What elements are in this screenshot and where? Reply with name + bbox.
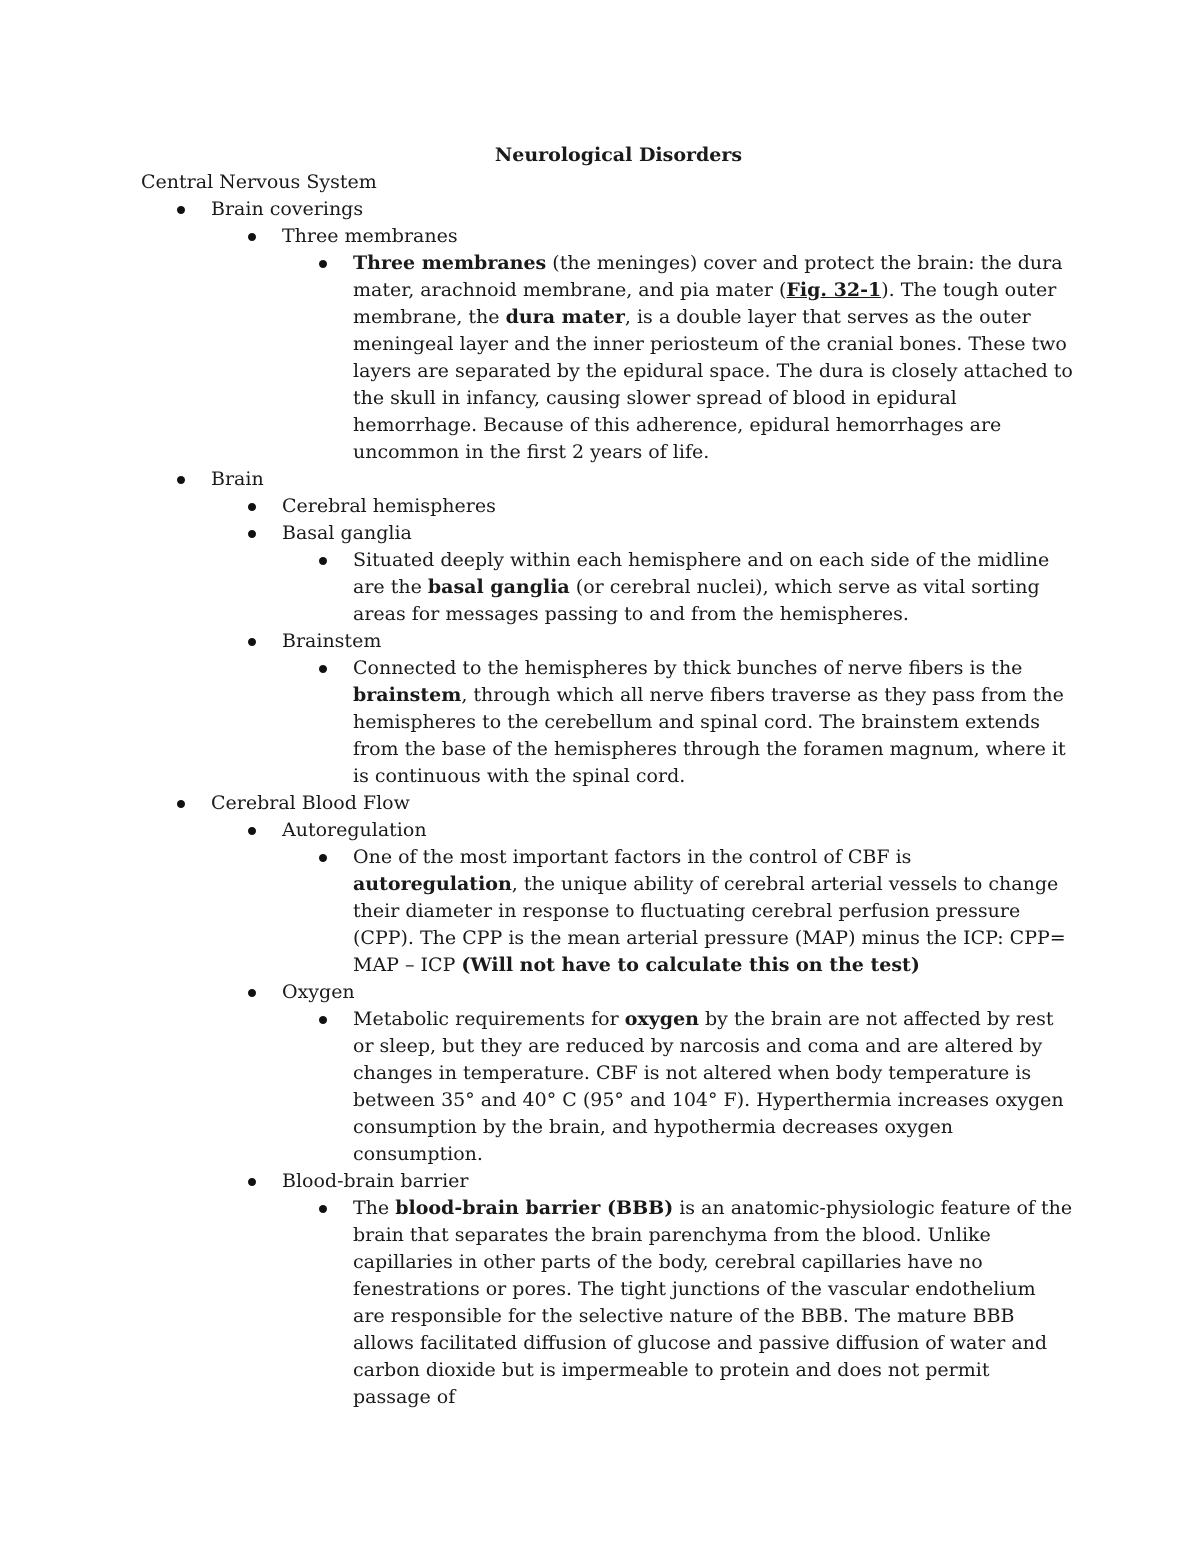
text-run: , is a double layer that serves as the outer meningeal layer and the inner periosteum of the cranial bones. These two layers are separated by the epidural space. The dura is closely attached to the skull in infancy, causing slower spread of blood in epidural hemorrhage. Because of this adherence, epidural hemorrhages are uncommon in the first 2 years of life.	[353, 306, 1073, 463]
page-title: Neurological Disorders	[494, 144, 743, 166]
list-item-basal-ganglia	[211, 520, 1080, 628]
paragraph-brainstem	[282, 655, 1073, 790]
paragraph-oxygen	[282, 1006, 1073, 1168]
section-heading: Central Nervous System	[141, 171, 377, 193]
text-run: by the brain are not affected by rest or sleep, but they are reduced by narcosis and coma and are altered by changes in temperature. CBF is not altered when body temperature is between 35° and 40° C (95° and 104° F). Hyperthermia increases oxygen consumption by the brain, and hypothermia decreases oxygen consumption.	[353, 1008, 1064, 1165]
list-item-brain-coverings	[141, 196, 1080, 466]
outline-level-3	[282, 1006, 1080, 1168]
text-run: , the unique ability of cerebral arterial vessels to change their diameter in response to fluctuating cerebral perfusion pressure (CPP). The CPP is the mean arterial pressure (MAP) minus the ICP: CPP= MAP – ICP	[353, 873, 1066, 976]
bold-term: basal ganglia	[427, 576, 570, 598]
item-label: Brainstem	[282, 630, 382, 652]
text-run: (the meninges) cover and protect the brain: the dura mater, arachnoid membrane, and pia mater (	[353, 252, 1063, 301]
item-label: Brain coverings	[211, 198, 364, 220]
bold-note: (Will not have to calculate this on the test)	[461, 954, 920, 976]
outline-level-3	[282, 1195, 1080, 1411]
list-item-brainstem	[211, 628, 1080, 790]
outline-level-2	[211, 493, 1080, 790]
item-label: Basal ganglia	[282, 522, 412, 544]
text-run: ). The tough outer membrane, the	[353, 279, 1057, 328]
outline-level-3	[282, 655, 1080, 790]
outline-level-1	[141, 196, 1080, 1411]
text-run: , through which all nerve fibers traverse as they pass from the hemispheres to the cerebellum and spinal cord. The brainstem extends from the base of the hemispheres through the foramen magnum, where it is continuous with the spinal cord.	[353, 684, 1066, 787]
text-run: Situated deeply within each hemisphere and on each side of the midline are the	[353, 549, 1050, 598]
item-label: Blood-brain barrier	[282, 1170, 469, 1192]
outline-level-2	[211, 223, 1080, 466]
paragraph-basal-ganglia	[282, 547, 1073, 628]
item-label: Cerebral Blood Flow	[211, 792, 410, 814]
paragraph-blood-brain-barrier	[282, 1195, 1073, 1411]
text-run: (or cerebral nuclei), which serve as vital sorting areas for messages passing to and from the hemispheres.	[353, 576, 1040, 625]
text-run: The	[353, 1197, 396, 1219]
list-item-brain	[141, 466, 1080, 790]
text-run: One of the most important factors in the control of CBF is	[353, 846, 912, 868]
item-label: Brain	[211, 468, 264, 490]
list-item-oxygen	[211, 979, 1080, 1168]
list-item-three-membranes	[211, 223, 1080, 466]
paragraph-meninges	[282, 250, 1073, 466]
outline-level-3	[282, 547, 1080, 628]
bold-term: Three membranes	[353, 252, 547, 274]
outline-level-3	[282, 844, 1080, 979]
list-item-cerebral-blood-flow	[141, 790, 1080, 1411]
bold-term: oxygen	[624, 1008, 699, 1030]
list-item-blood-brain-barrier	[211, 1168, 1080, 1411]
text-run: Metabolic requirements for	[353, 1008, 625, 1030]
text-run: Connected to the hemispheres by thick bunches of nerve fibers is the	[353, 657, 1023, 679]
figure-link[interactable]: Fig. 32-1	[786, 279, 882, 301]
item-label: Autoregulation	[282, 819, 427, 841]
text-run: is an anatomic-physiologic feature of the brain that separates the brain parenchyma from the blood. Unlike capillaries in other parts of the body, cerebral capillaries have no fenestrations or pores. The tight junctions of the vascular endothelium are responsible for the selective nature of the BBB. The mature BBB allows facilitated diffusion of glucose and passive diffusion of water and carbon dioxide but is impermeable to protein and does not permit passage of	[353, 1197, 1073, 1408]
item-label: Oxygen	[282, 981, 355, 1003]
paragraph-autoregulation	[282, 844, 1073, 979]
bold-term: blood-brain barrier (BBB)	[395, 1197, 674, 1219]
list-item-cerebral-hemispheres	[211, 493, 1080, 520]
outline-level-3	[282, 250, 1080, 466]
outline-level-2	[211, 817, 1080, 1411]
bold-term: brainstem	[353, 684, 462, 706]
bold-term: autoregulation	[353, 873, 512, 895]
bold-term: dura mater	[505, 306, 625, 328]
list-item-autoregulation	[211, 817, 1080, 979]
item-label: Three membranes	[282, 225, 458, 247]
item-label: Cerebral hemispheres	[282, 495, 496, 517]
